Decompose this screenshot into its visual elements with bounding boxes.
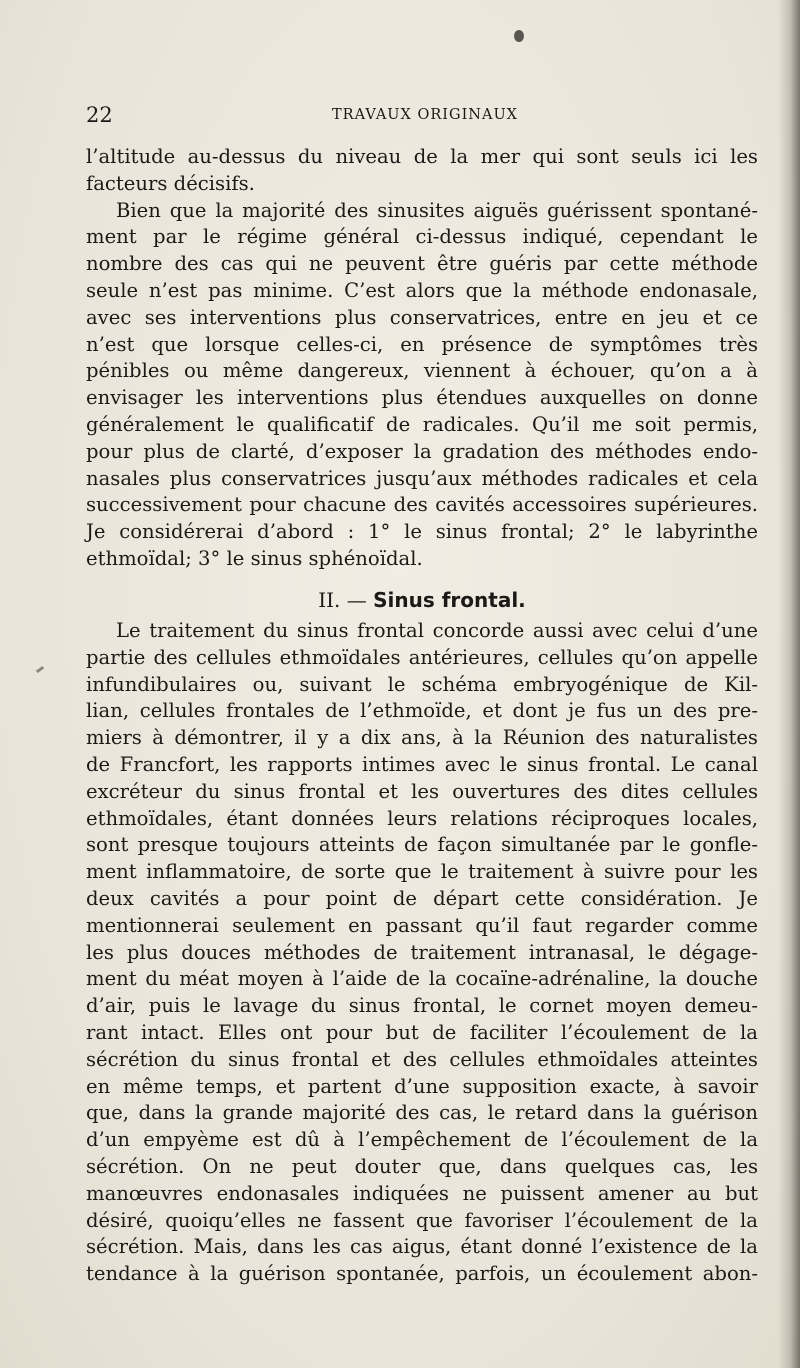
text-line: infundibulaires ou, suivant le schéma embryogénique de Kil-	[86, 672, 758, 696]
text-line: ethmoïdal; 3° le sinus sphénoïdal.	[86, 546, 423, 570]
text-line: miers à démontrer, il y a dix ans, à la Réunion des naturalistes	[86, 726, 758, 750]
text-line: facteurs décisifs.	[86, 171, 255, 195]
text-line: sécrétion du sinus frontal et des cellules ethmoïdales atteintes	[86, 1047, 758, 1071]
text-line: sont presque toujours atteints de façon simultanée par le gonfle-	[86, 833, 758, 857]
text-line: pour plus de clarté, d’exposer la gradation des méthodes endo-	[86, 439, 758, 463]
text-line: en même temps, et partent d’une supposition exacte, à savoir	[86, 1074, 758, 1098]
text-line: successivement pour chacune des cavités accessoires supérieures.	[86, 493, 758, 517]
text-line: rant intact. Elles ont pour but de faciliter l’écoulement de la	[86, 1020, 758, 1044]
paragraph-methods	[86, 198, 758, 573]
text-line: sécrétion. Mais, dans les cas aigus, étant donné l’existence de la	[86, 1235, 758, 1259]
text-line: deux cavités a pour point de départ cette considération. Je	[86, 886, 758, 910]
text-line: ethmoïdales, étant données leurs relations réciproques locales,	[86, 806, 758, 830]
text-line: que, dans la grande majorité des cas, le retard dans la guérison	[86, 1101, 758, 1125]
text-line: ment du méat moyen à l’aide de la cocaïne-adrénaline, la douche	[86, 967, 758, 991]
text-line: nombre des cas qui ne peuvent être guéris par cette méthode	[86, 252, 758, 276]
paragraph-sinus-frontal	[86, 618, 758, 1288]
text-line: manœuvres endonasales indiquées ne puissent amener au but	[86, 1181, 758, 1205]
section-heading	[86, 586, 758, 614]
text-line: n’est que lorsque celles-ci, en présence de symptômes très	[86, 332, 758, 356]
text-line: généralement le qualificatif de radicales. Qu’il me soit permis,	[86, 412, 758, 436]
page-number: 22	[86, 103, 113, 127]
text-line: seule n’est pas minime. C’est alors que la méthode endonasale,	[86, 278, 758, 302]
text-line: ment inflammatoire, de sorte que le traitement à suivre pour les	[86, 860, 758, 884]
page-header	[86, 100, 758, 130]
text-line: excréteur du sinus frontal et les ouvertures des dites cellules	[86, 779, 758, 803]
text-line: avec ses interventions plus conservatrices, entre en jeu et ce	[86, 305, 758, 329]
paragraph-continuation	[86, 144, 758, 198]
running-title: TRAVAUX ORIGINAUX	[332, 107, 518, 123]
text-line: nasales plus conservatrices jusqu’aux méthodes radicales et cela	[86, 466, 758, 490]
text-line: l’altitude au-dessus du niveau de la mer qui sont seuls ici les	[86, 145, 758, 168]
section-number: II. —	[318, 588, 367, 612]
text-line: de Francfort, les rapports intimes avec le sinus frontal. Le canal	[86, 752, 758, 776]
text-line: d’un empyème est dû à l’empêchement de l’écoulement de la	[86, 1128, 758, 1152]
section-title: Sinus frontal.	[373, 588, 526, 612]
text-line: Le traitement du sinus frontal concorde aussi avec celui d’une	[116, 619, 758, 642]
text-line: Bien que la majorité des sinusites aiguës guérissent spontané-	[116, 198, 758, 222]
page-edge-shadow	[778, 0, 800, 1368]
text-line: pénibles ou même dangereux, viennent à échouer, qu’on a à	[86, 359, 758, 383]
text-line: mentionnerai seulement en passant qu’il faut regarder comme	[86, 913, 758, 937]
text-line: sécrétion. On ne peut douter que, dans quelques cas, les	[86, 1154, 758, 1178]
text-line: désiré, quoiqu’elles ne fassent que favoriser l’écoulement de la	[86, 1208, 758, 1232]
text-line: partie des cellules ethmoïdales antérieures, cellules qu’on appelle	[86, 645, 758, 669]
text-line: d’air, puis le lavage du sinus frontal, le cornet moyen demeu-	[86, 994, 758, 1018]
text-line: envisager les interventions plus étendues auxquelles on donne	[86, 386, 758, 410]
margin-mark	[36, 666, 44, 673]
text-line: ment par le régime général ci-dessus indiqué, cependant le	[86, 225, 758, 249]
text-line: lian, cellules frontales de l’ethmoïde, et dont je fus un des pre-	[86, 699, 758, 723]
text-line: Je considérerai d’abord : 1° le sinus frontal; 2° le labyrinthe	[86, 520, 758, 544]
ink-spot	[514, 30, 524, 42]
text-line: les plus douces méthodes de traitement intranasal, le dégage-	[86, 940, 758, 964]
text-line: tendance à la guérison spontanée, parfois, un écoulement abon-	[86, 1262, 758, 1286]
